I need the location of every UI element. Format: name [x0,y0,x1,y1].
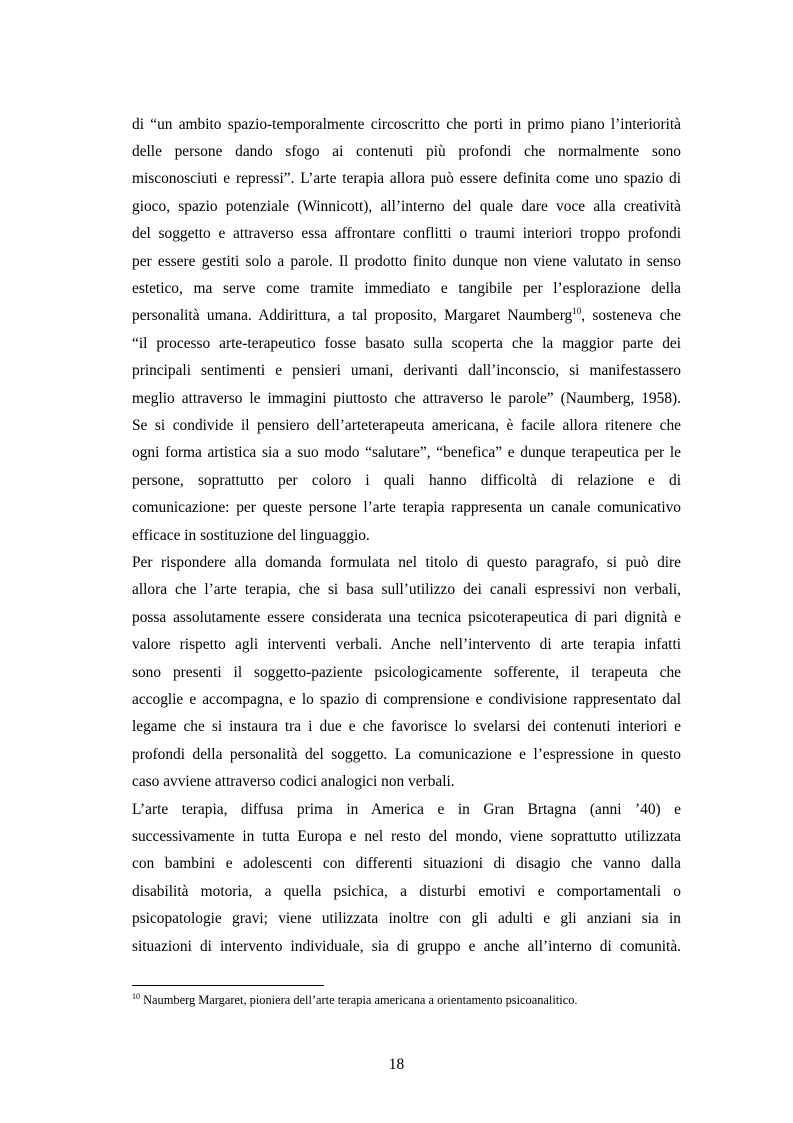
footnote-number: 10 [132,992,140,1001]
text-line: delle persone dando sfogo ai contenuti più profondi che normalmente sono [132,143,681,160]
line-text: , sosteneva che [581,307,681,324]
text-line: caso avviene attraverso codici analogici non verbali. [132,773,455,790]
text-line: situazioni di intervento individuale, sia di gruppo e anche all’interno di comunità. [132,938,681,955]
page-number: 18 [388,1056,405,1073]
footnote-text: Naumberg Margaret, pioniera dell’arte terapia americana a orientamento psicoanalitico. [140,993,578,1007]
text-line: di “un ambito spazio-temporalmente circoscritto che porti in primo piano l’interiorità [132,116,681,133]
footnote-reference[interactable]: 10 [572,306,582,316]
text-line: accoglie e accompagna, e lo spazio di comprensione e condivisione rappresentato dal [132,691,681,708]
text-line: Se si condivide il pensiero dell’arteterapeuta americana, è facile allora ritenere che [132,417,681,434]
text-line: “il processo arte-terapeutico fosse basato sulla scoperta che la maggior parte dei [132,335,681,352]
text-line: gioco, spazio potenziale (Winnicott), all’interno del quale dare voce alla creatività [132,198,681,215]
text-line: legame che si instaura tra i due e che favorisce lo svelarsi dei contenuti interiori e [132,718,681,735]
text-line: successivamente in tutta Europa e nel resto del mondo, viene soprattutto utilizzata [132,828,681,845]
text-line-with-footnote-ref [132,306,681,326]
text-line: persone, soprattutto per coloro i quali hanno difficoltà di relazione e di [132,472,681,489]
text-line: principali sentimenti e pensieri umani, derivanti dall’inconscio, si manifestassero [132,362,681,379]
text-line: valore rispetto agli interventi verbali. Anche nell’intervento di arte terapia infatti [132,636,681,653]
text-line: profondi della personalità del soggetto. La comunicazione e l’espressione in questo [132,746,681,763]
text-line: estetico, ma serve come tramite immediato e tangibile per l’esplorazione della [132,280,681,297]
text-line: misconosciuti e repressi”. L’arte terapia allora può essere definita come uno spazio di [132,170,681,187]
footnote-separator [132,985,324,986]
text-line: disabilità motoria, a quella psichica, a disturbi emotivi e comportamentali o [132,883,681,900]
text-line: Per rispondere alla domanda formulata nel titolo di questo paragrafo, si può dire [132,554,681,571]
text-line: per essere gestiti solo a parole. Il prodotto finito dunque non viene valutato in senso [132,253,681,270]
text-line: con bambini e adolescenti con differenti situazioni di disagio che vanno dalla [132,855,681,872]
text-line: allora che l’arte terapia, che si basa sull’utilizzo dei canali espressivi non verbali, [132,581,681,598]
text-line: meglio attraverso le immagini piuttosto che attraverso le parole” (Naumberg, 1958). [132,390,681,407]
text-line: comunicazione: per queste persone l’arte terapia rappresenta un canale comunicativo [132,499,681,516]
footnote [132,992,692,1008]
text-line: possa assolutamente essere considerata una tecnica psicoterapeutica di pari dignità e [132,609,681,626]
text-line: ogni forma artistica sia a suo modo “salutare”, “benefica” e dunque terapeutica per le [132,444,681,461]
text-line: del soggetto e attraverso essa affrontare conflitti o traumi interiori troppo profondi [132,225,681,242]
text-line: psicopatologie gravi; viene utilizzata inoltre con gli adulti e gli anziani sia in [132,910,681,927]
text-line: L’arte terapia, diffusa prima in America e in Gran Brtagna (anni ’40) e [132,801,681,818]
line-text: personalità umana. Addirittura, a tal proposito, Margaret Naumberg [132,307,573,324]
text-line: efficace in sostituzione del linguaggio. [132,527,370,544]
text-line: sono presenti il soggetto-paziente psicologicamente sofferente, il terapeuta che [132,664,681,681]
